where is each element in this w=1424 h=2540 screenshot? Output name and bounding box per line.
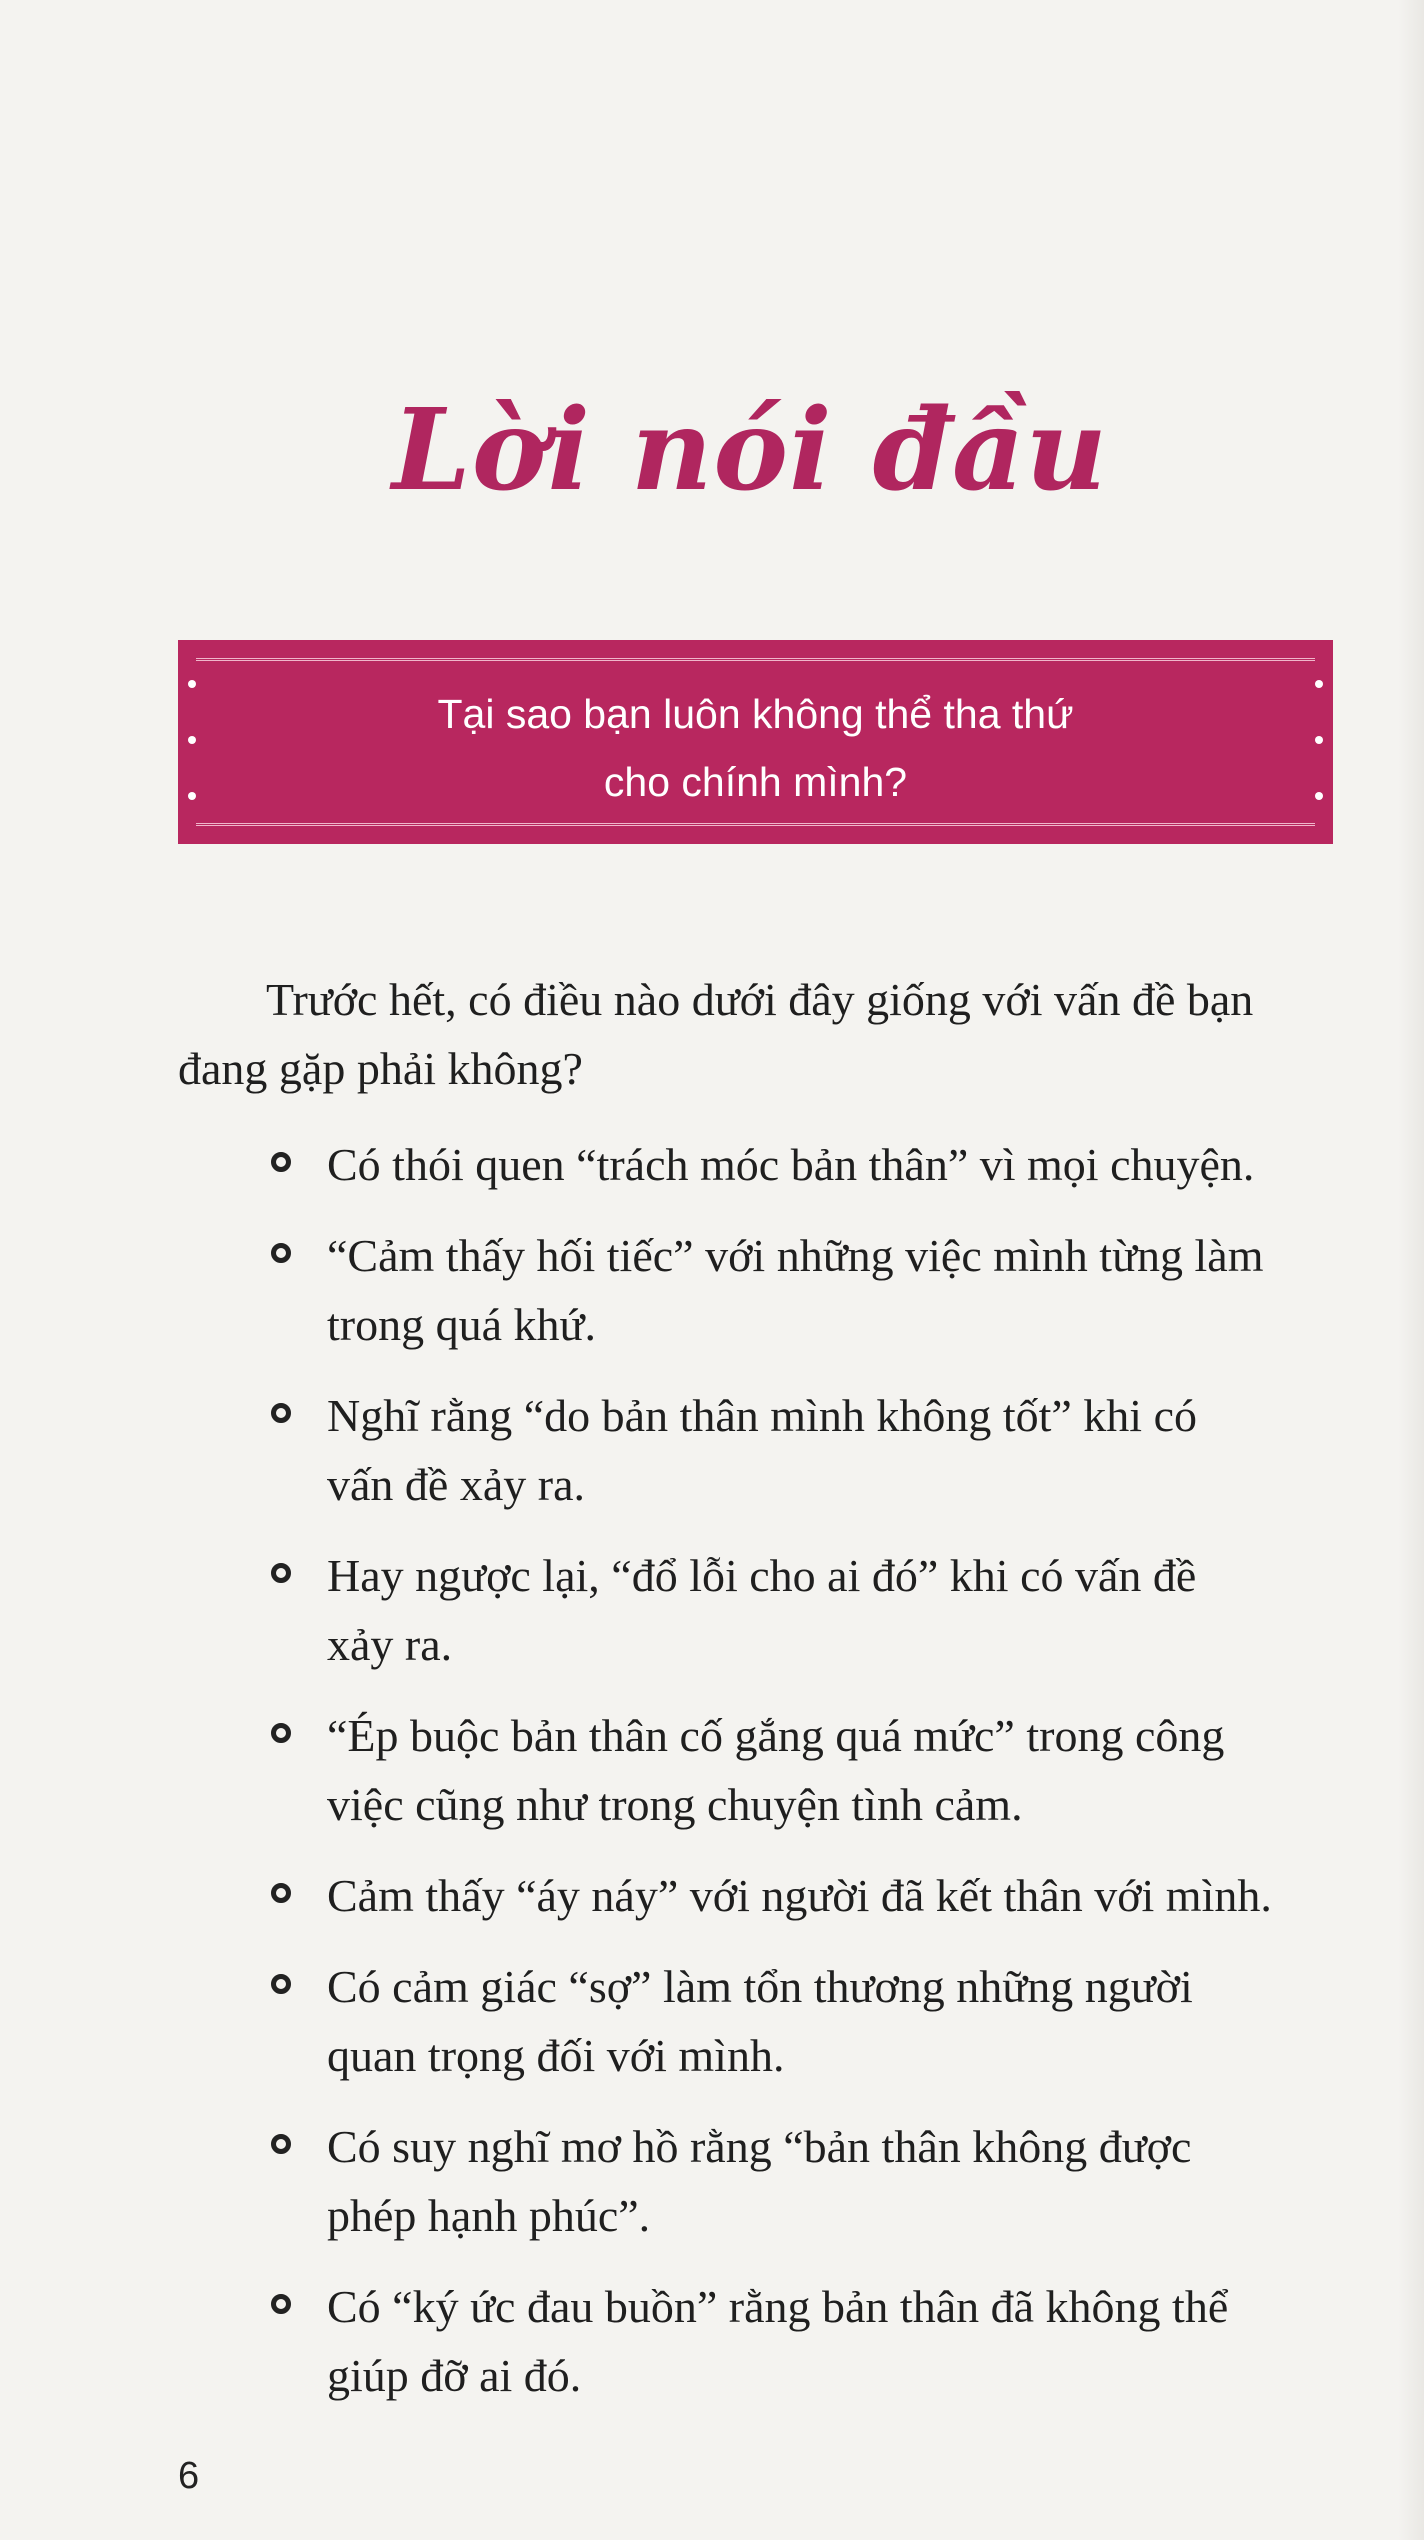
list-item-line: Hay ngược lại, “đổ lỗi cho ai đó” khi có vấn đề bbox=[327, 1550, 1197, 1601]
intro-line-1: Trước hết, có điều nào dưới đây giống với vấn đề bạn bbox=[266, 974, 1254, 1025]
banner-dot bbox=[188, 680, 196, 688]
banner-dots-right bbox=[1315, 680, 1323, 800]
list-item bbox=[265, 1221, 1335, 1359]
list-item-line: “Ép buộc bản thân cố gắng quá mức” trong công bbox=[327, 1710, 1225, 1761]
list-item-line: xảy ra. bbox=[327, 1619, 453, 1670]
banner-rule-bottom bbox=[196, 823, 1315, 826]
circle-bullet-icon bbox=[271, 1243, 291, 1263]
list-item-line: phép hạnh phúc”. bbox=[327, 2190, 651, 2241]
list-item bbox=[265, 1130, 1335, 1199]
list-item-line: Có cảm giác “sợ” làm tổn thương những người bbox=[327, 1961, 1193, 2012]
question-banner bbox=[178, 640, 1333, 844]
circle-bullet-icon bbox=[271, 1883, 291, 1903]
banner-dot bbox=[1315, 792, 1323, 800]
page-number: 6 bbox=[178, 2455, 200, 2497]
list-item bbox=[265, 2112, 1335, 2250]
list-item-line: quan trọng đối với mình. bbox=[327, 2030, 785, 2081]
list-item bbox=[265, 2272, 1335, 2410]
banner-dot bbox=[1315, 680, 1323, 688]
list-item-line: Cảm thấy “áy náy” với người đã kết thân với mình. bbox=[327, 1870, 1272, 1921]
banner-rule-top bbox=[196, 658, 1315, 661]
list-item bbox=[265, 1701, 1335, 1839]
list-item-line: giúp đỡ ai đó. bbox=[327, 2350, 582, 2401]
page-edge bbox=[1398, 0, 1424, 2540]
list-item-line: Nghĩ rằng “do bản thân mình không tốt” khi có bbox=[327, 1390, 1198, 1441]
list-item-line: trong quá khứ. bbox=[327, 1299, 596, 1350]
chapter-title: Lời nói đầu bbox=[392, 385, 1108, 516]
list-item-line: Có “ký ức đau buồn” rằng bản thân đã không thể bbox=[327, 2281, 1229, 2332]
banner-line-2: cho chính mình? bbox=[603, 759, 908, 805]
circle-bullet-icon bbox=[271, 2294, 291, 2314]
list-item bbox=[265, 1861, 1335, 1930]
intro-line-2: đang gặp phải không? bbox=[178, 1043, 583, 1094]
list-item-line: Có thói quen “trách móc bản thân” vì mọi chuyện. bbox=[327, 1139, 1255, 1190]
banner-dots-left bbox=[188, 680, 196, 800]
banner-dot bbox=[188, 792, 196, 800]
banner-heading bbox=[238, 680, 1273, 816]
intro-paragraph bbox=[178, 965, 1338, 1103]
list-item bbox=[265, 1541, 1335, 1679]
list-item-line: vấn đề xảy ra. bbox=[327, 1459, 585, 1510]
banner-line-1: Tại sao bạn luôn không thể tha thứ bbox=[437, 691, 1074, 737]
list-item-line: “Cảm thấy hối tiếc” với những việc mình từng làm bbox=[327, 1230, 1264, 1281]
list-item bbox=[265, 1381, 1335, 1519]
banner-dot bbox=[188, 736, 196, 744]
circle-bullet-icon bbox=[271, 1974, 291, 1994]
circle-bullet-icon bbox=[271, 1563, 291, 1583]
symptom-checklist bbox=[265, 1130, 1335, 2410]
list-item-line: việc cũng như trong chuyện tình cảm. bbox=[327, 1779, 1023, 1830]
list-item bbox=[265, 1952, 1335, 2090]
circle-bullet-icon bbox=[271, 1152, 291, 1172]
banner-dot bbox=[1315, 736, 1323, 744]
circle-bullet-icon bbox=[271, 1723, 291, 1743]
circle-bullet-icon bbox=[271, 2134, 291, 2154]
circle-bullet-icon bbox=[271, 1403, 291, 1423]
list-item-line: Có suy nghĩ mơ hồ rằng “bản thân không được bbox=[327, 2121, 1192, 2172]
